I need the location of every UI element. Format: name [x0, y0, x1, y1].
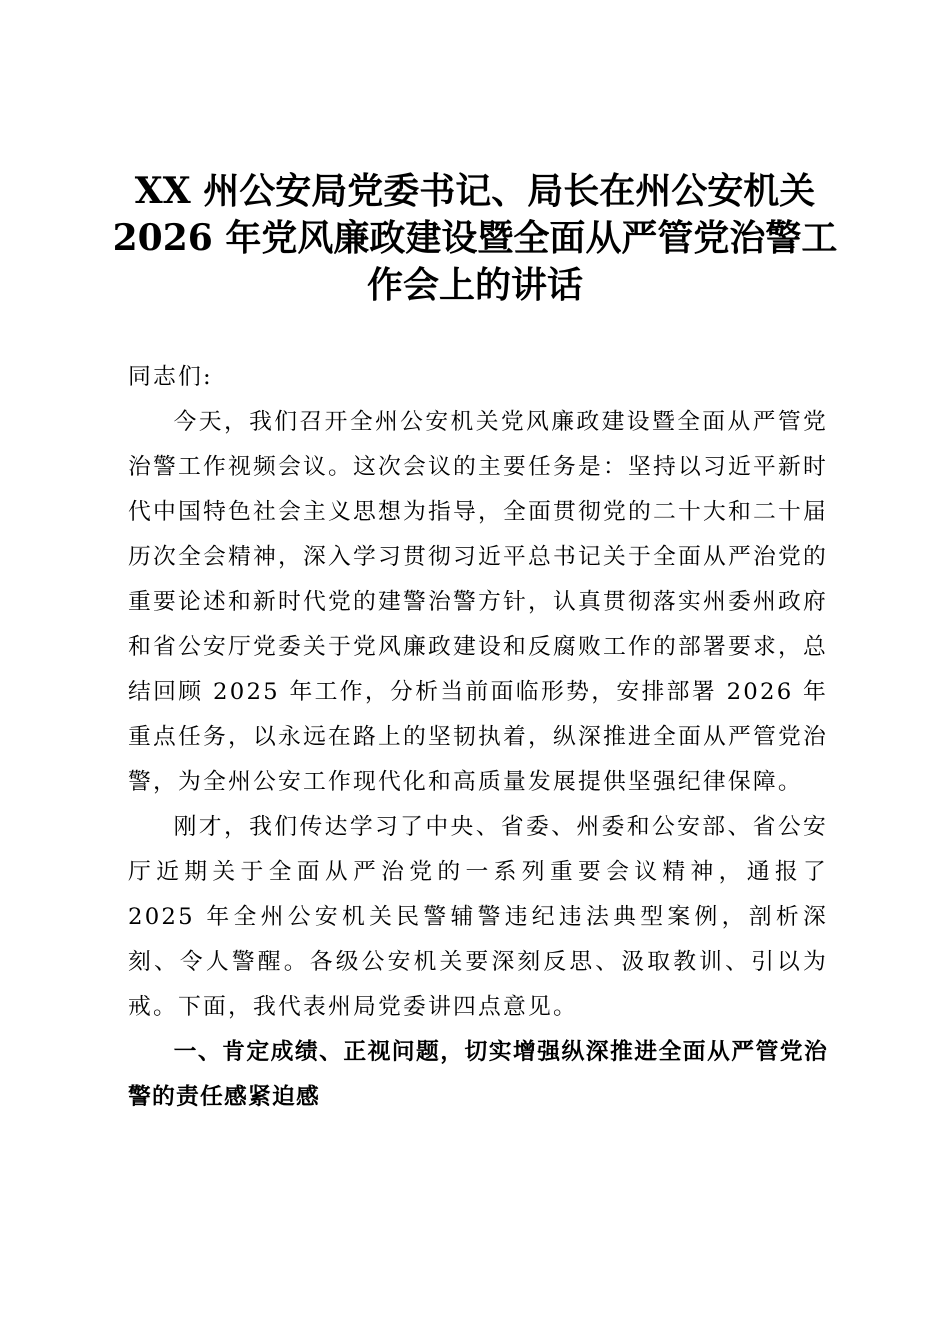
section-heading: 一、肯定成绩、正视问题，切实增强纵深推进全面从严管党治警的责任感紧迫感: [128, 1039, 828, 1110]
paragraph: 刚才，我们传达学习了中央、省委、州委和公安部、省公安厅近期关于全面从严治党的一系列重要会议精神，通报了 2025 年全州公安机关民警辅警违纪违法典型案例，剖析深刻、令人警醒。各级公安机关要深刻反思、汲取教训、引以为戒。下面，我代表州局党委讲四点意见。: [128, 814, 828, 1020]
salutation: 同志们:: [128, 364, 213, 390]
paragraph: 今天，我们召开全州公安机关党风廉政建设暨全面从严管党治警工作视频会议。这次会议的主要任务是：坚持以习近平新时代中国特色社会主义思想为指导，全面贯彻党的二十大和二十届历次全会精神，深入学习贯彻习近平总书记关于全面从严治党的重要论述和新时代党的建警治警方针，认真贯彻落实州委州政府和省公安厅党委关于党风廉政建设和反腐败工作的部署要求，总结回顾 2025 年工作，分析当前面临形势，安排部署 2026 年重点任务，以永远在路上的坚韧执着，纵深推进全面从严管党治警，为全州公安工作现代化和高质量发展提供坚强纪律保障。: [128, 409, 828, 795]
title-line: 2026 年党风廉政建设暨全面从严管党治警工: [112, 217, 838, 259]
title-line: XX 州公安局党委书记、局长在州公安机关: [134, 170, 816, 212]
title-line: 作会上的讲话: [366, 264, 583, 306]
document-body: [128, 355, 828, 1120]
document-title: [100, 168, 850, 309]
